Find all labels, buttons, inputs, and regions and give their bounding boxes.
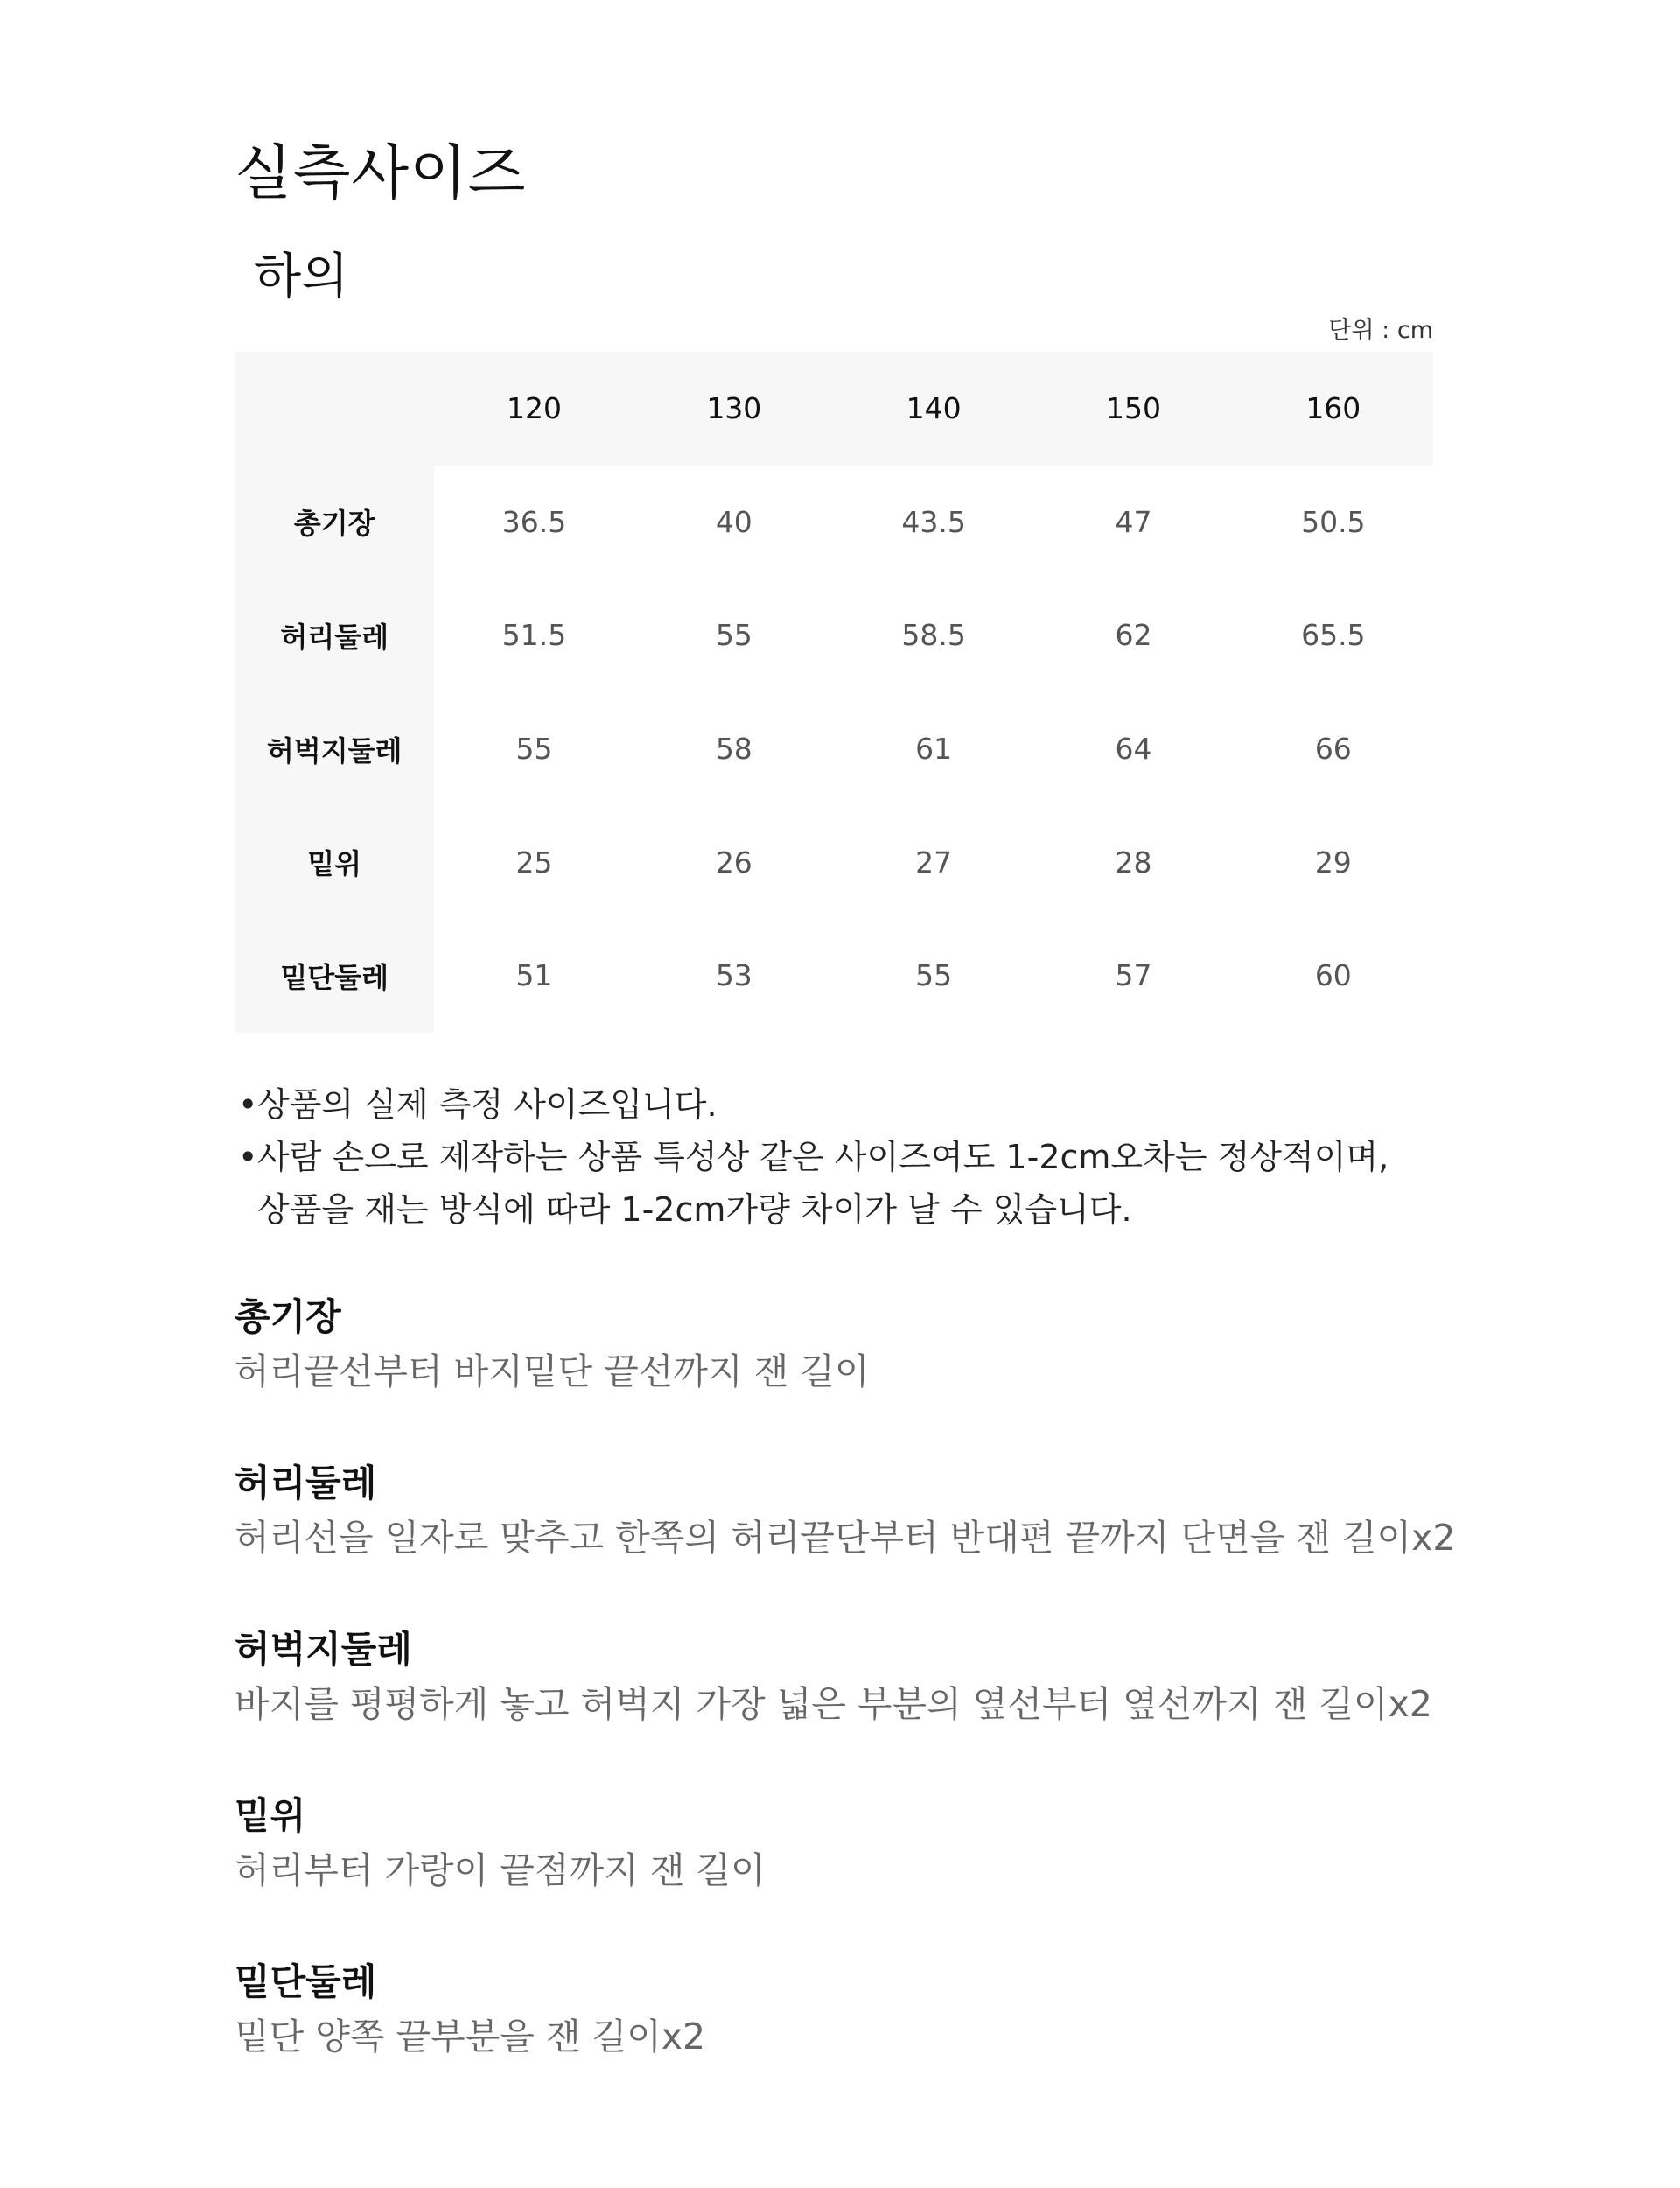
note-item <box>238 1131 1463 1183</box>
table-cell: 55 <box>634 579 834 692</box>
size-header-row <box>234 352 1433 466</box>
size-header-cell: 120 <box>434 352 634 466</box>
definition-item <box>234 1624 1460 1791</box>
definition-description: 허리끝선부터 바지밑단 끝선까지 잰 길이 <box>234 1350 870 1392</box>
section-title: 하의 <box>254 249 349 305</box>
row-label: 밑위 <box>234 805 434 919</box>
size-header-cell: 130 <box>634 352 834 466</box>
row-label: 허리둘레 <box>234 579 434 692</box>
table-cell: 50.5 <box>1234 466 1433 579</box>
table-cell: 55 <box>434 692 634 806</box>
measurement-definitions <box>234 1292 1460 2123</box>
table-cell: 53 <box>634 919 834 1033</box>
table-cell: 64 <box>1033 692 1233 806</box>
note-item-continuation <box>238 1183 1463 1236</box>
table-row <box>234 579 1433 692</box>
table-cell: 26 <box>634 805 834 919</box>
size-header-cell: 160 <box>1234 352 1433 466</box>
table-row <box>234 692 1433 806</box>
table-cell: 47 <box>1033 466 1233 579</box>
table-cell: 51 <box>434 919 634 1033</box>
note-text: 상품의 실제 측정 사이즈입니다. <box>257 1085 718 1124</box>
row-label: 밑단둘레 <box>234 919 434 1033</box>
header-corner-cell <box>234 352 434 466</box>
table-cell: 62 <box>1033 579 1233 692</box>
table-cell: 61 <box>834 692 1033 806</box>
table-cell: 43.5 <box>834 466 1033 579</box>
definition-term: 허리둘레 <box>234 1462 377 1504</box>
definition-term: 밑단둘레 <box>234 1960 377 2003</box>
table-row <box>234 919 1433 1033</box>
table-row <box>234 805 1433 919</box>
bullet-spacer <box>238 1183 257 1236</box>
note-text: 상품을 재는 방식에 따라 1-2cm가량 차이가 날 수 있습니다. <box>257 1190 1132 1229</box>
definition-term: 허벅지둘레 <box>234 1628 412 1671</box>
table-cell: 28 <box>1033 805 1233 919</box>
bullet-icon: • <box>238 1138 258 1176</box>
page-title: 실측사이즈 <box>234 139 527 208</box>
bullet-icon: • <box>238 1085 258 1124</box>
table-cell: 60 <box>1234 919 1433 1033</box>
definition-term: 밑위 <box>234 1794 306 1837</box>
table-cell: 55 <box>834 919 1033 1033</box>
definition-term: 총기장 <box>234 1295 341 1338</box>
size-header-cell: 150 <box>1033 352 1233 466</box>
table-cell: 65.5 <box>1234 579 1433 692</box>
table-cell: 36.5 <box>434 466 634 579</box>
notes-list <box>238 1078 1463 1236</box>
table-cell: 29 <box>1234 805 1433 919</box>
unit-label: 단위 : cm <box>1328 317 1433 344</box>
table-cell: 57 <box>1033 919 1233 1033</box>
row-label: 허벅지둘레 <box>234 692 434 806</box>
table-cell: 58 <box>634 692 834 806</box>
definition-description: 허리선을 일자로 맞추고 한쪽의 허리끝단부터 반대편 끝까지 단면을 잰 길이x2 <box>234 1517 1456 1559</box>
size-header-cell: 140 <box>834 352 1033 466</box>
table-cell: 58.5 <box>834 579 1033 692</box>
table-cell: 40 <box>634 466 834 579</box>
table-row <box>234 466 1433 579</box>
definition-item <box>234 1292 1460 1458</box>
note-item <box>238 1078 1463 1131</box>
definition-item <box>234 1458 1460 1624</box>
note-text: 사람 손으로 제작하는 상품 특성상 같은 사이즈여도 1-2cm오차는 정상적이며, <box>257 1138 1390 1176</box>
table-cell: 25 <box>434 805 634 919</box>
table-cell: 51.5 <box>434 579 634 692</box>
definition-description: 허리부터 가랑이 끝점까지 잰 길이 <box>234 1849 766 1891</box>
table-cell: 66 <box>1234 692 1433 806</box>
row-label: 총기장 <box>234 466 434 579</box>
definition-description: 바지를 평평하게 놓고 허벅지 가장 넓은 부분의 옆선부터 옆선까지 잰 길이x2 <box>234 1683 1432 1725</box>
definition-item <box>234 1957 1460 2123</box>
table-cell: 27 <box>834 805 1033 919</box>
size-table <box>234 352 1433 1033</box>
definition-description: 밑단 양쪽 끝부분을 잰 길이x2 <box>234 2016 706 2058</box>
definition-item <box>234 1791 1460 1957</box>
